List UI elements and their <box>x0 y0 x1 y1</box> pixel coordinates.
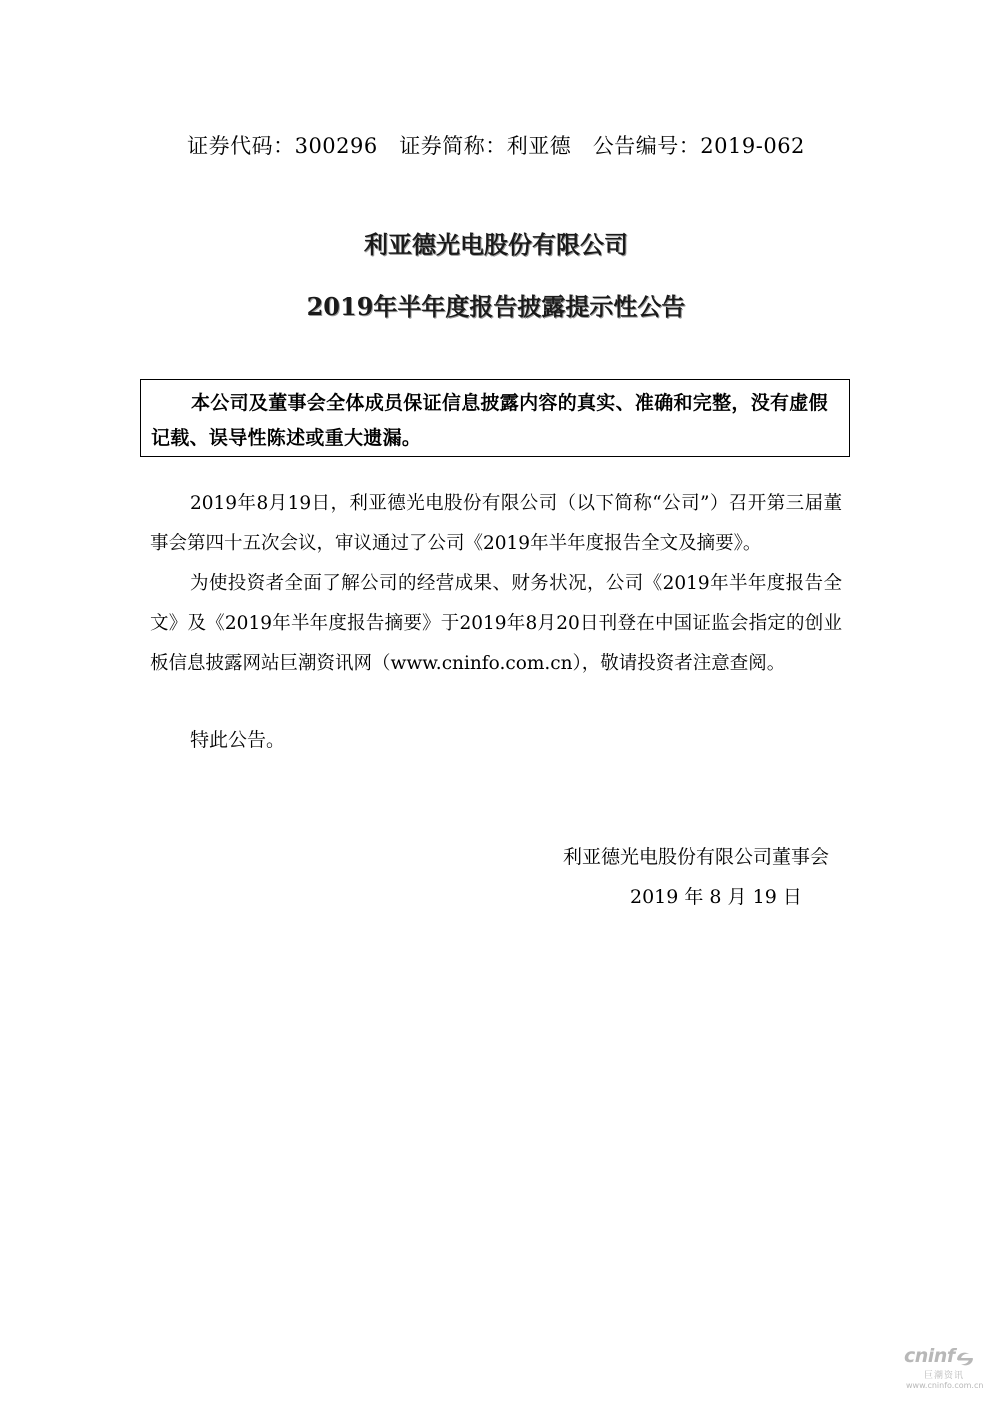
company-title: 利亚德光电股份有限公司 <box>364 230 628 259</box>
signature-date: 2019 年 8 月 19 日 <box>630 886 802 908</box>
watermark-brand: cninf <box>904 1345 955 1367</box>
cninfo-logo-icon <box>954 1348 976 1370</box>
closing-remark: 特此公告。 <box>190 729 286 751</box>
disclaimer-text: 本公司及董事会全体成员保证信息披露内容的真实、准确和完整，没有虚假记载、误导性陈述或重大遗漏。 <box>151 392 828 449</box>
announcement-title: 2019年半年度报告披露提示性公告 <box>306 292 686 321</box>
securities-info-line: 证券代码：300296 证券简称：利亚德 公告编号：2019-062 <box>187 134 805 158</box>
disclaimer-box <box>140 379 850 457</box>
announcement-body <box>150 484 842 684</box>
signature-company: 利亚德光电股份有限公司董事会 <box>563 846 830 868</box>
cninfo-watermark <box>896 1345 992 1395</box>
body-paragraph-1: 2019年8月19日，利亚德光电股份有限公司（以下简称“公司”）召开第三届董事会第四十五次会议，审议通过了公司《2019年半年度报告全文及摘要》。 <box>150 493 842 554</box>
body-paragraph-2: 为使投资者全面了解公司的经营成果、财务状况，公司《2019年半年度报告全文》及《2019年半年度报告摘要》于2019年8月20日刊登在中国证监会指定的创业板信息披露网站巨潮资讯网（www.cninfo.com.cn），敬请投资者注意查阅。 <box>150 573 842 674</box>
watermark-subtitle: 巨潮资讯 <box>924 1371 965 1381</box>
watermark-url: www.cninfo.com.cn <box>906 1381 984 1390</box>
